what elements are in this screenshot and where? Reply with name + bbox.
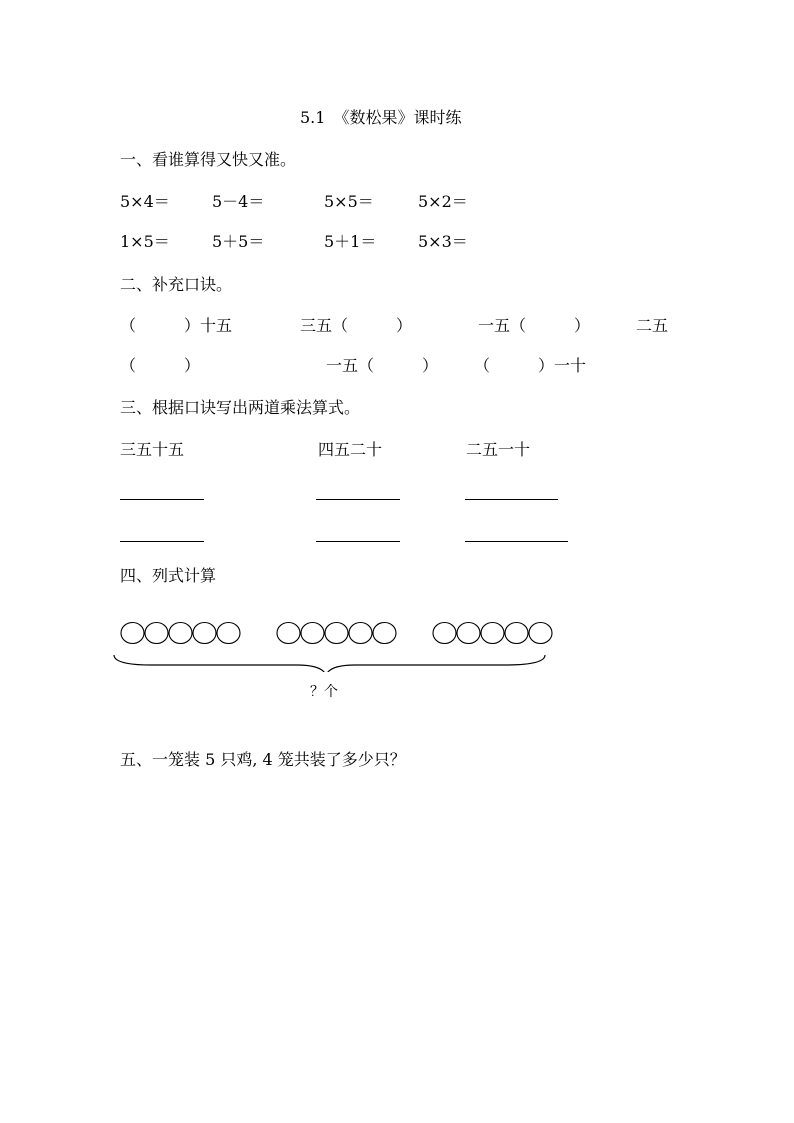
pinecone-circle [277,623,300,644]
problem-1-3: 5×5＝ [324,192,374,211]
rhyme-blank-3: 一五（ ） [478,316,591,335]
rhyme-blank-4: 二五 [636,316,669,335]
rhyme-1: 三五十五 [120,440,185,459]
section-5-heading: 五、一笼装 5 只鸡, 4 笼共装了多少只？ [120,750,406,769]
pinecone-circle [457,623,480,644]
section-3-heading: 三、根据口诀写出两道乘法算式。 [120,398,361,417]
rhyme-3: 二五一十 [466,440,531,459]
pinecone-circle [481,623,504,644]
rhyme-2: 四五二十 [318,440,383,459]
pinecone-circle [325,623,348,644]
pinecone-circle [121,623,144,644]
problem-2-1: 1×5＝ [120,232,170,251]
pinecone-circle [301,623,324,644]
rhyme-blank-7: （ ）一十 [474,356,587,375]
section-4-heading: 四、列式计算 [120,566,217,585]
section-2-heading: 二、补充口诀。 [120,275,233,294]
pinecone-circle [373,623,396,644]
problem-1-4: 5×2＝ [418,192,468,211]
answer-line [316,499,400,500]
rhyme-blank-6: 一五（ ） [326,356,439,375]
answer-line [120,541,204,542]
pinecone-circles-figure [112,612,562,672]
brace-label: ？个 [310,684,338,700]
problem-1-1: 5×4＝ [120,192,170,211]
answer-line [120,499,204,500]
pinecone-circle [217,623,240,644]
rhyme-blank-5: （ ） [120,356,201,375]
problem-2-3: 5＋1＝ [324,232,377,251]
pinecone-circle [433,623,456,644]
rhyme-blank-2: 三五（ ） [300,316,413,335]
pinecone-circle [145,623,168,644]
rhyme-blank-1: （ ）十五 [120,316,233,335]
pinecone-circle [193,623,216,644]
problem-2-2: 5＋5＝ [212,232,265,251]
pinecone-circle [349,623,372,644]
answer-line [465,541,568,542]
pinecone-circle [529,623,552,644]
problem-1-2: 5－4＝ [212,192,265,211]
answer-line [316,541,400,542]
brace [114,655,545,672]
answer-line [465,499,558,500]
page-title: 5.1 《数松果》课时练 [300,108,462,127]
pinecone-circle [505,623,528,644]
pinecone-circle [169,623,192,644]
section-1-heading: 一、看谁算得又快又准。 [120,150,297,169]
problem-2-4: 5×3＝ [418,232,468,251]
